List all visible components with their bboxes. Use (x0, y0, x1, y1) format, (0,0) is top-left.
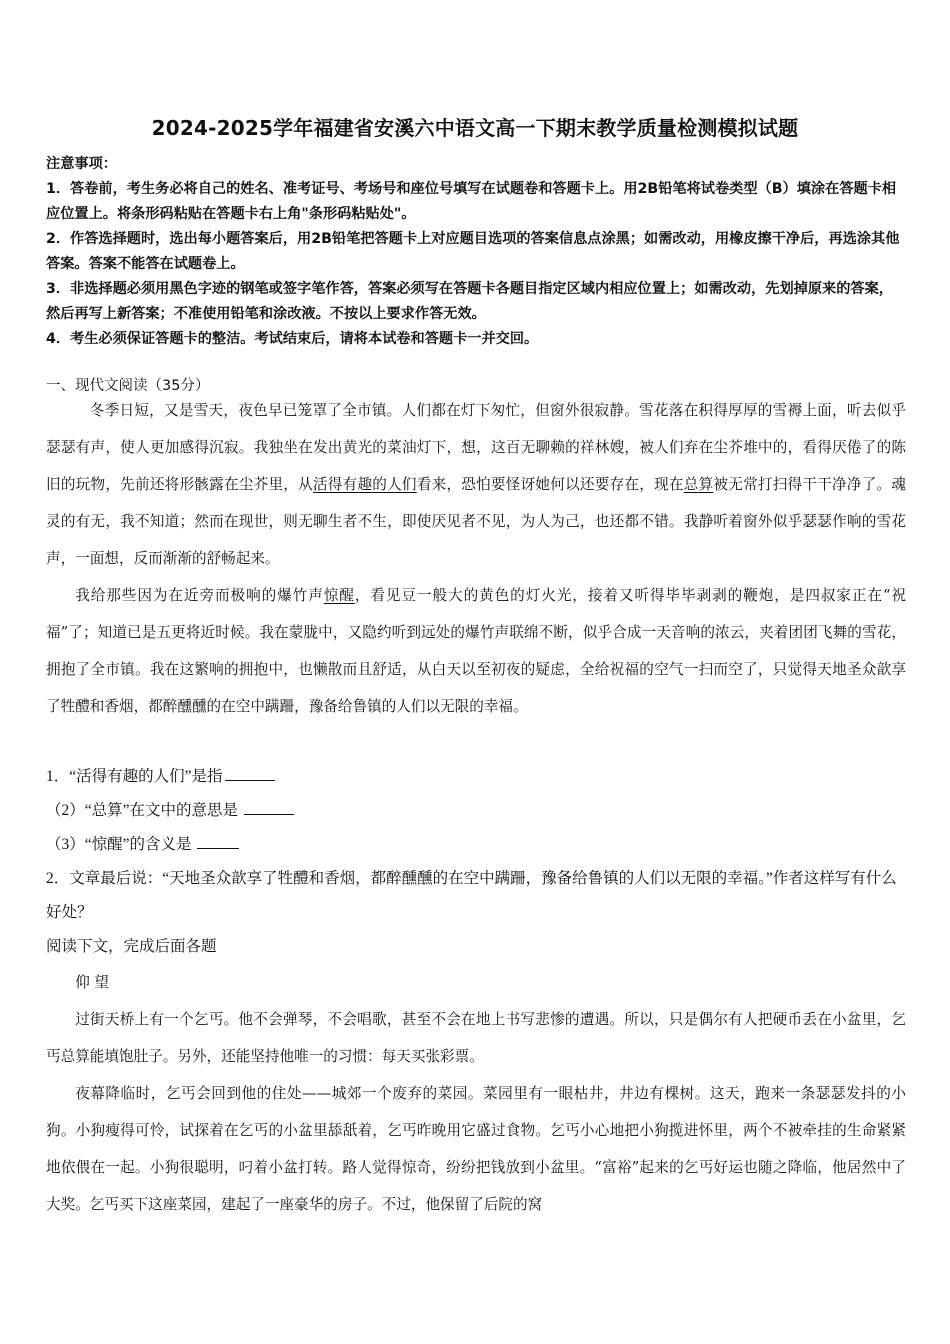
underlined-phrase: 活得有趣的人们 (312, 476, 417, 493)
passage-paragraph (46, 577, 906, 725)
question-block (46, 760, 906, 964)
question-item (46, 760, 906, 794)
passage-text: 我给那些因为在近旁而极响的爆竹声 (75, 587, 324, 604)
passage-text: 被无常打扫得干干净净了。魂灵的有无，我不知道；然而在现世，则无聊生者不生，即使厌见者不见，为人为己，也还都不错。我静听着窗外似乎瑟瑟作响的雪花声，一面想，反而渐渐的舒畅起来。 (46, 476, 906, 567)
notice-item: 3．非选择题必须用黑色字迹的钢笔或签字笔作答，答案必须写在答题卡各题目指定区域内相应位置上；如需改动，先划掉原来的答案，然后再写上新答案；不准使用铅笔和涂改液。不按以上要求作答无效。 (46, 281, 893, 322)
notice-block (46, 152, 906, 352)
passage-text: 看来，恐怕要怪讶她何以还要存在，现在 (416, 476, 684, 493)
notice-item: 1．答卷前，考生务必将自己的姓名、准考证号、考场号和座位号填写在试题卷和答题卡上。用2B铅笔将试卷类型（B）填涂在答题卡相应位置上。将条形码粘贴在答题卡右上角"条形码粘贴处"。 (46, 181, 897, 222)
answer-blank[interactable] (197, 834, 239, 849)
question-text: （2）“总算”在文中的意思是 (46, 802, 239, 819)
story-paragraph: 过街天桥上有一个乞丐。他不会弹琴，不会唱歌，甚至不会在地上书写悲惨的遭遇。所以，只是偶尔有人把硬币丢在小盆里，乞丐总算能填饱肚子。另外，还能坚持他唯一的习惯：每天买张彩票。 (46, 1011, 906, 1065)
answer-blank[interactable] (244, 800, 294, 815)
passage-text: ，看见豆一般大的黄色的灯火光，接着又听得毕毕剥剥的鞭炮，是四叔家正在“祝福”了；知道已是五更将近时候。我在蒙胧中，又隐约听到远处的爆竹声联绵不断，似乎合成一天音响的浓云，夹着团团飞舞的雪花，拥抱了全市镇。我在这繁响的拥抱中，也懒散而且舒适，从白天以至初夜的疑虑，全给祝福的空气一扫而空了，只觉得天地圣众歆享了牲醴和香烟，都醉醺醺的在空中蹒跚，豫备给鲁镇的人们以无限的幸福。 (46, 587, 906, 715)
question-item (46, 828, 906, 862)
story-passage (46, 964, 906, 1223)
story-title: 仰 望 (75, 974, 110, 991)
passage-text: 冬季日短，又是雪天，夜色早已笼罩了全市镇。人们都在灯下匆忙，但窗外很寂静。雪花落在积得厚厚的雪褥上面，听去似乎瑟瑟有声，使人更加感得沉寂。我独坐在发出黄光的菜油灯下，想，这百无聊赖的祥林嫂，被人们弃在尘芥堆中的，看得厌倦了的陈旧的玩物，先前还将形骸露在尘芥里，从 (46, 402, 906, 493)
answer-blank[interactable] (225, 766, 275, 781)
question-text: 1．“活得有趣的人们”是指 (46, 768, 223, 785)
underlined-phrase: 惊醒 (323, 587, 355, 604)
question-item (46, 794, 906, 828)
notice-heading: 注意事项： (46, 156, 117, 172)
story-paragraph: 夜幕降临时，乞丐会回到他的住处——城郊一个废弃的菜园。菜园里有一眼枯井，井边有棵树。这天，跑来一条瑟瑟发抖的小狗。小狗瘦得可怜，试探着在乞丐的小盆里舔舐着，乞丐昨晚用它盛过食物。乞丐小心地把小狗揽进怀里，两个不被牵挂的生命紧紧地依偎在一起。小狗很聪明，叼着小盆打转。路人觉得惊奇，纷纷把钱放到小盆里。“富裕”起来的乞丐好运也随之降临，他居然中了大奖。乞丐买下这座菜园，建起了一座豪华的房子。不过，他保留了后院的窝 (46, 1085, 906, 1213)
notice-item: 4．考生必须保证答题卡的整洁。考试结束后，请将本试卷和答题卡一并交回。 (46, 331, 539, 347)
question-item: 2．文章最后说：“天地圣众歆享了牲醴和香烟，都醉醺醺的在空中蹒跚，豫备给鲁镇的人们以无限的幸福。”作者这样写有什么好处？ (46, 870, 897, 921)
page-title: 2024-2025学年福建省安溪六中语文高一下期末教学质量检测模拟试题 (151, 116, 799, 140)
reading-passage (46, 392, 906, 725)
notice-item: 2．作答选择题时，选出每小题答案后，用2B铅笔把答题卡上对应题目选项的答案信息点涂黑；如需改动，用橡皮擦干净后，再选涂其他答案。答案不能答在试题卷上。 (46, 231, 900, 272)
underlined-phrase: 总算 (683, 476, 714, 493)
question-text: （3）“惊醒”的含义是 (46, 836, 192, 853)
section-heading: 一、现代文阅读（35分） (46, 378, 210, 394)
passage-paragraph (46, 392, 906, 577)
instruction-text: 阅读下文，完成后面各题 (46, 938, 217, 955)
